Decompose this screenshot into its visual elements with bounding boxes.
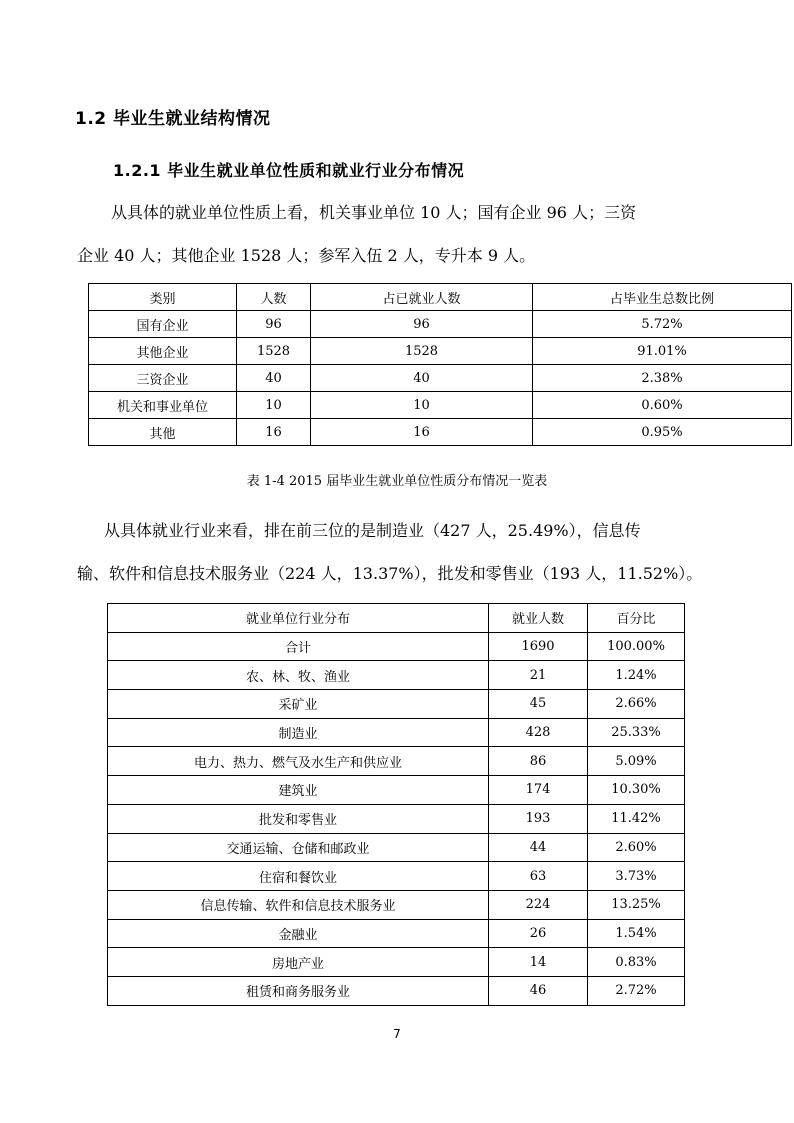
table-row bbox=[89, 365, 792, 392]
header-cell: 百分比 bbox=[588, 604, 685, 633]
table-cell: 采矿业 bbox=[108, 690, 489, 719]
table-header-row bbox=[89, 284, 792, 311]
table-cell: 电力、热力、燃气及水生产和供应业 bbox=[108, 747, 489, 776]
table-row bbox=[108, 632, 685, 661]
paragraph1-line1: 从具体的就业单位性质上看，机关事业单位 10 人；国有企业 96 人；三资 bbox=[111, 203, 637, 222]
table-row bbox=[108, 718, 685, 747]
header-cell: 类别 bbox=[89, 284, 237, 311]
table1-caption: 表 1-4 2015 届毕业生就业单位性质分布情况一览表 bbox=[246, 474, 548, 489]
table-cell: 14 bbox=[489, 948, 588, 977]
table-row bbox=[108, 661, 685, 690]
table-row bbox=[89, 338, 792, 365]
table-row bbox=[108, 690, 685, 719]
table-cell: 5.09% bbox=[588, 747, 685, 776]
table-cell: 40 bbox=[237, 365, 311, 392]
table-cell: 0.83% bbox=[588, 948, 685, 977]
table-cell: 10 bbox=[311, 392, 533, 419]
table-cell: 农、林、牧、渔业 bbox=[108, 661, 489, 690]
table-cell: 合计 bbox=[108, 632, 489, 661]
table-cell: 11.42% bbox=[588, 804, 685, 833]
industry-distribution-table bbox=[107, 603, 685, 1006]
table-cell: 2.72% bbox=[588, 976, 685, 1005]
table-cell: 1528 bbox=[311, 338, 533, 365]
table-cell: 174 bbox=[489, 776, 588, 805]
table-cell: 2.60% bbox=[588, 833, 685, 862]
table-cell: 13.25% bbox=[588, 890, 685, 919]
table-cell: 428 bbox=[489, 718, 588, 747]
table-cell: 193 bbox=[489, 804, 588, 833]
header-cell: 占已就业人数 bbox=[311, 284, 533, 311]
table-cell: 21 bbox=[489, 661, 588, 690]
table-cell: 86 bbox=[489, 747, 588, 776]
table-cell: 1.24% bbox=[588, 661, 685, 690]
table-header-row bbox=[108, 604, 685, 633]
header-cell: 就业人数 bbox=[489, 604, 588, 633]
table-cell: 96 bbox=[311, 311, 533, 338]
table-cell: 46 bbox=[489, 976, 588, 1005]
table-cell: 三资企业 bbox=[89, 365, 237, 392]
table-cell: 批发和零售业 bbox=[108, 804, 489, 833]
table-cell: 制造业 bbox=[108, 718, 489, 747]
table-cell: 其他 bbox=[89, 419, 237, 446]
table-cell: 10 bbox=[237, 392, 311, 419]
subsection-title: 1.2.1 毕业生就业单位性质和就业行业分布情况 bbox=[113, 161, 465, 180]
table-cell: 16 bbox=[311, 419, 533, 446]
table-cell: 0.95% bbox=[533, 419, 792, 446]
table-cell: 3.73% bbox=[588, 862, 685, 891]
table-cell: 0.60% bbox=[533, 392, 792, 419]
table-cell: 45 bbox=[489, 690, 588, 719]
table-cell: 建筑业 bbox=[108, 776, 489, 805]
table-cell: 10.30% bbox=[588, 776, 685, 805]
table-cell: 224 bbox=[489, 890, 588, 919]
header-cell: 就业单位行业分布 bbox=[108, 604, 489, 633]
table-row bbox=[108, 804, 685, 833]
table-cell: 2.66% bbox=[588, 690, 685, 719]
table-cell: 16 bbox=[237, 419, 311, 446]
section-title: 1.2 毕业生就业结构情况 bbox=[75, 109, 271, 129]
table-cell: 机关和事业单位 bbox=[89, 392, 237, 419]
paragraph2-line1: 从具体就业行业来看，排在前三位的是制造业（427 人，25.49%），信息传 bbox=[104, 521, 641, 540]
table-cell: 63 bbox=[489, 862, 588, 891]
table-cell: 其他企业 bbox=[89, 338, 237, 365]
table-cell: 住宿和餐饮业 bbox=[108, 862, 489, 891]
table-cell: 1.54% bbox=[588, 919, 685, 948]
paragraph1-line2: 企业 40 人；其他企业 1528 人；参军入伍 2 人，专升本 9 人。 bbox=[77, 246, 536, 265]
table-cell: 25.33% bbox=[588, 718, 685, 747]
table-row bbox=[89, 311, 792, 338]
table-row bbox=[108, 776, 685, 805]
table-cell: 房地产业 bbox=[108, 948, 489, 977]
table-row bbox=[108, 833, 685, 862]
paragraph2-line2: 输、软件和信息技术服务业（224 人，13.37%），批发和零售业（193 人，11.52%）。 bbox=[77, 564, 703, 583]
table-row bbox=[108, 948, 685, 977]
table-cell: 金融业 bbox=[108, 919, 489, 948]
table-cell: 租赁和商务服务业 bbox=[108, 976, 489, 1005]
header-cell: 人数 bbox=[237, 284, 311, 311]
table-cell: 信息传输、软件和信息技术服务业 bbox=[108, 890, 489, 919]
table-cell: 2.38% bbox=[533, 365, 792, 392]
table-cell: 1690 bbox=[489, 632, 588, 661]
table-cell: 100.00% bbox=[588, 632, 685, 661]
table-cell: 5.72% bbox=[533, 311, 792, 338]
table-row bbox=[108, 976, 685, 1005]
table-row bbox=[89, 419, 792, 446]
table-row bbox=[89, 392, 792, 419]
table-cell: 1528 bbox=[237, 338, 311, 365]
employer-type-table bbox=[88, 283, 792, 446]
table-cell: 交通运输、仓储和邮政业 bbox=[108, 833, 489, 862]
table-cell: 40 bbox=[311, 365, 533, 392]
table-row bbox=[108, 919, 685, 948]
table-cell: 26 bbox=[489, 919, 588, 948]
table-cell: 国有企业 bbox=[89, 311, 237, 338]
table-row bbox=[108, 747, 685, 776]
table-cell: 91.01% bbox=[533, 338, 792, 365]
header-cell: 占毕业生总数比例 bbox=[533, 284, 792, 311]
table-cell: 44 bbox=[489, 833, 588, 862]
table-row bbox=[108, 890, 685, 919]
table-row bbox=[108, 862, 685, 891]
page-number: 7 bbox=[393, 1027, 401, 1041]
table-cell: 96 bbox=[237, 311, 311, 338]
